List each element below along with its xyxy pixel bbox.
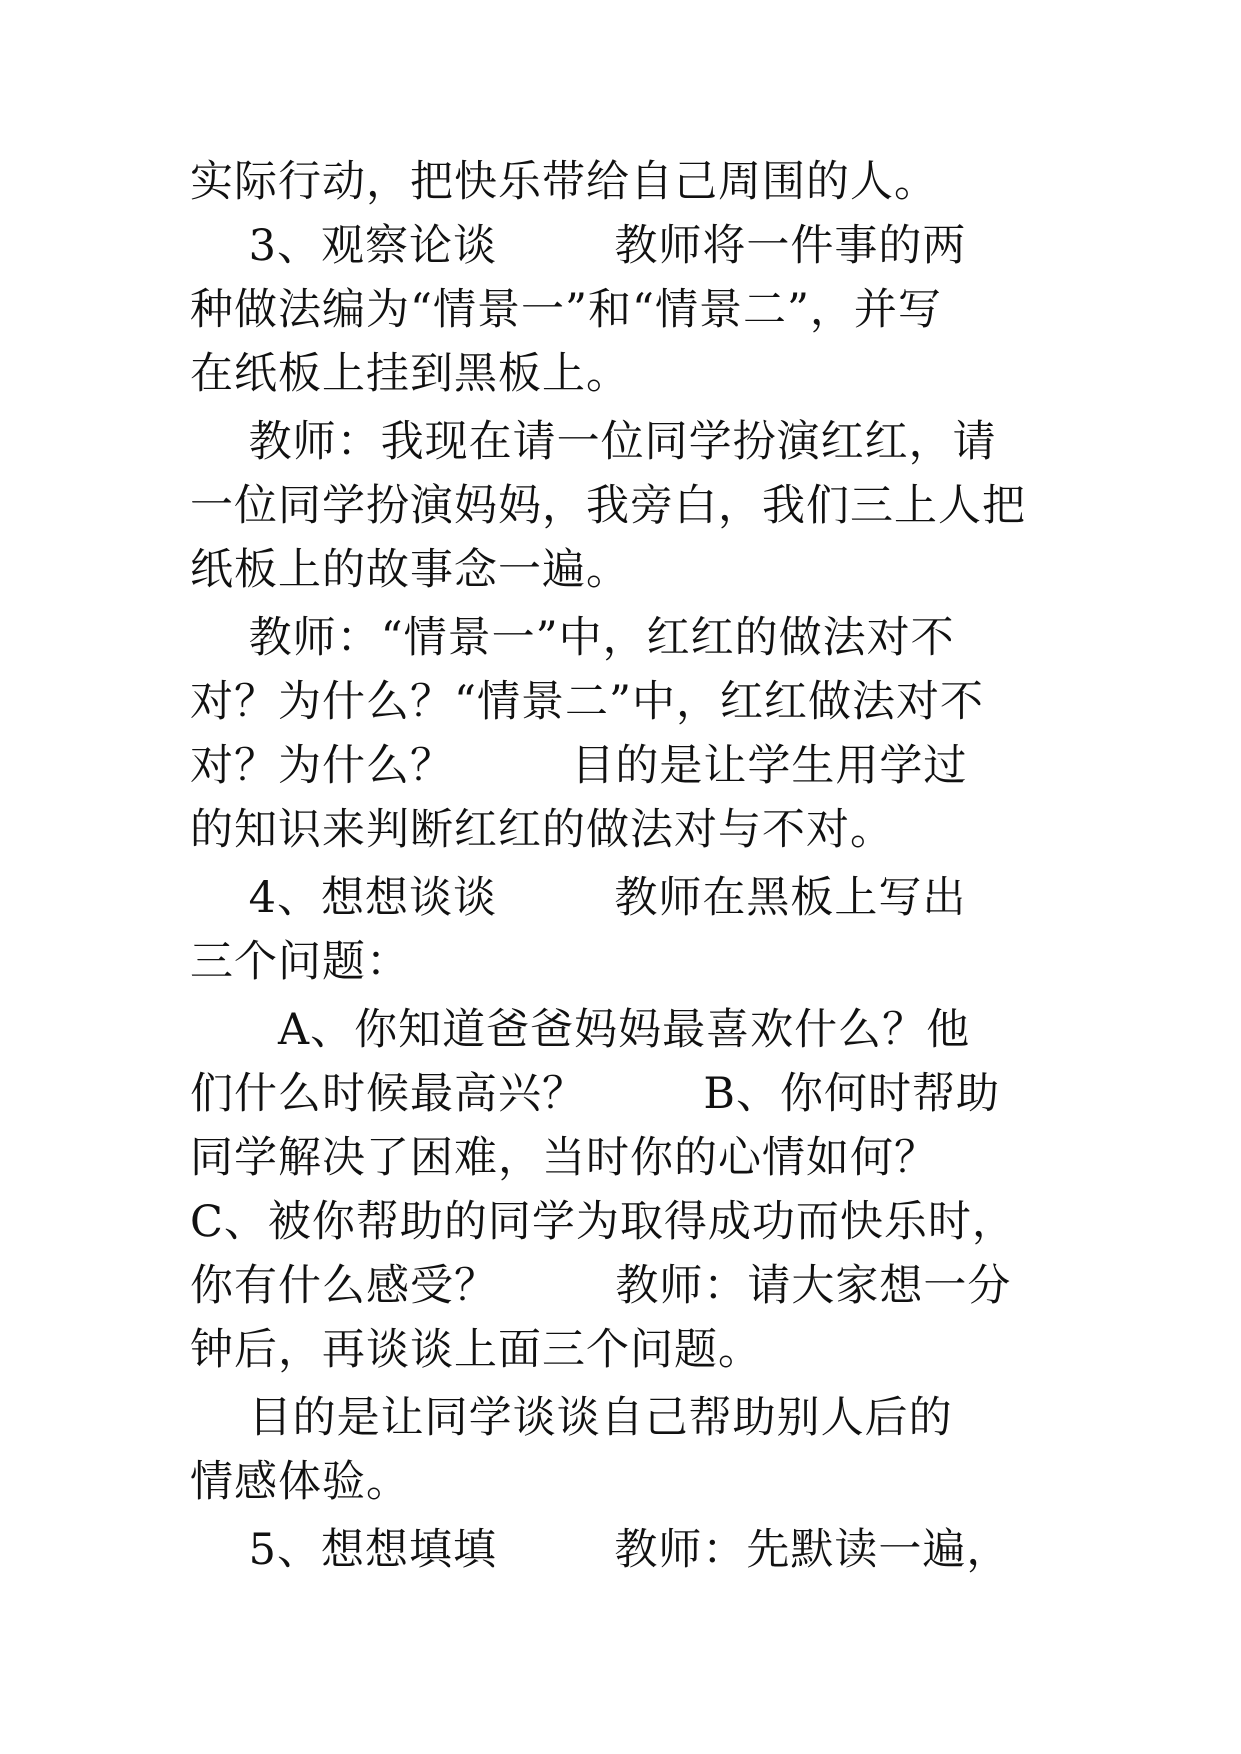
text-line: 的知识来判断红红的做法对与不对。	[190, 805, 894, 855]
text-line: C、被你帮助的同学为取得成功而快乐时，	[190, 1197, 1016, 1247]
text-line: 情感体验。	[190, 1457, 410, 1507]
text-line: 4、想想谈谈 教师在黑板上写出	[190, 873, 967, 923]
text-line: 目的是让同学谈谈自己帮助别人后的	[190, 1393, 953, 1443]
text-line: 钟后，再谈谈上面三个问题。	[190, 1325, 762, 1375]
text-line: 在纸板上挂到黑板上。	[190, 349, 630, 399]
text-line: 3、观察论谈 教师将一件事的两	[190, 221, 967, 271]
text-line: 5、想想填填 教师：先默读一遍，	[190, 1525, 1011, 1575]
text-line: 同学解决了困难，当时你的心情如何？	[190, 1133, 938, 1183]
text-line: 实际行动，把快乐带给自己周围的人。	[190, 157, 938, 207]
text-line: 对？为什么？“情景二”中，红红做法对不	[190, 677, 984, 727]
text-line: 们什么时候最高兴？ B、你何时帮助	[190, 1069, 1000, 1119]
text-line: 种做法编为“情景一”和“情景二”，并写	[190, 285, 942, 335]
text-line: 教师：“情景一”中，红红的做法对不	[190, 613, 955, 663]
text-line: 教师：我现在请一位同学扮演红红，请	[190, 417, 997, 467]
text-line: 一位同学扮演妈妈，我旁白，我们三上人把	[190, 481, 1026, 531]
text-line: 纸板上的故事念一遍。	[190, 545, 630, 595]
text-line: 对？为什么？ 目的是让学生用学过	[190, 741, 968, 791]
text-line: 三个问题：	[190, 937, 410, 987]
text-line: 你有什么感受？ 教师：请大家想一分	[190, 1261, 1012, 1311]
text-line: A、你知道爸爸妈妈最喜欢什么？他	[190, 1005, 971, 1055]
